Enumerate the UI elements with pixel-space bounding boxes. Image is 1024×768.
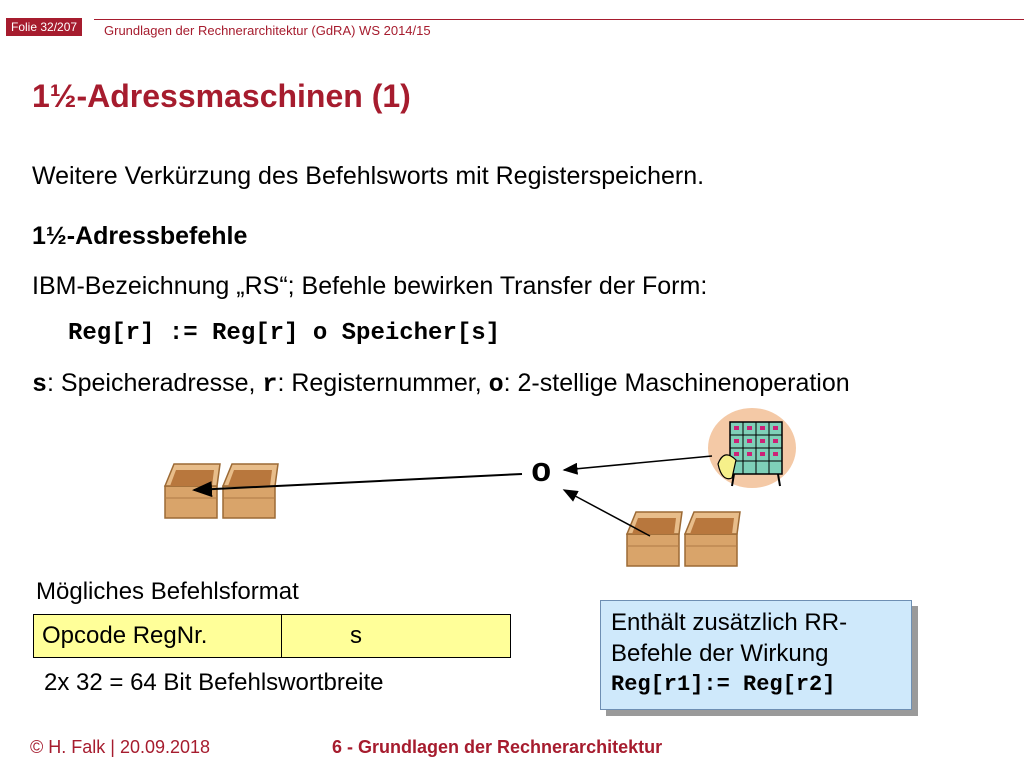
word-width-text: 2x 32 = 64 Bit Befehlswortbreite (44, 669, 384, 696)
course-title: Grundlagen der Rechnerarchitektur (GdRA) WS 2014/15 (104, 23, 431, 38)
legend-r-text: : Registernummer, (277, 369, 489, 397)
footer-author: © H. Falk | 20.09.2018 (30, 737, 211, 757)
intro-text: Weitere Verkürzung des Befehlsworts mit Registerspeichern. (32, 162, 705, 190)
arrow-from-memory (564, 456, 712, 470)
footer-chapter: 6 - Grundlagen der Rechnerarchitektur (332, 737, 663, 757)
ibm-description: IBM-Bezeichnung „RS“; Befehle bewirken Transfer der Form: (32, 272, 708, 300)
arrow-from-register (564, 490, 650, 536)
transfer-code: Reg[r] := Reg[r] o Speicher[s] (68, 320, 501, 347)
legend-s-text: : Speicheradresse, (47, 369, 263, 397)
instruction-format-table (33, 614, 511, 658)
format-field-s: s (350, 622, 362, 649)
note-box (600, 600, 912, 710)
format-label: Mögliches Befehlsformat (36, 578, 299, 605)
slide-number-badge: Folie 32/207 (6, 18, 82, 36)
format-field-opcode-regnr: Opcode RegNr. (34, 615, 282, 657)
legend-r-code: r (262, 370, 278, 399)
slide-title: 1½-Adressmaschinen (1) (32, 78, 411, 114)
note-code: Reg[r1]:= Reg[r2] (611, 672, 836, 697)
legend-s-code: s (32, 370, 48, 399)
legend-o-text: : 2-stellige Maschinenoperation (503, 369, 850, 397)
operator-symbol: o (531, 454, 552, 492)
subheading: 1½-Adressbefehle (32, 222, 248, 250)
note-line-2: Befehle der Wirkung (611, 640, 829, 667)
note-line-1: Enthält zusätzlich RR- (611, 609, 848, 636)
legend-o-code: o (488, 370, 504, 399)
arrow-to-register (194, 474, 522, 490)
